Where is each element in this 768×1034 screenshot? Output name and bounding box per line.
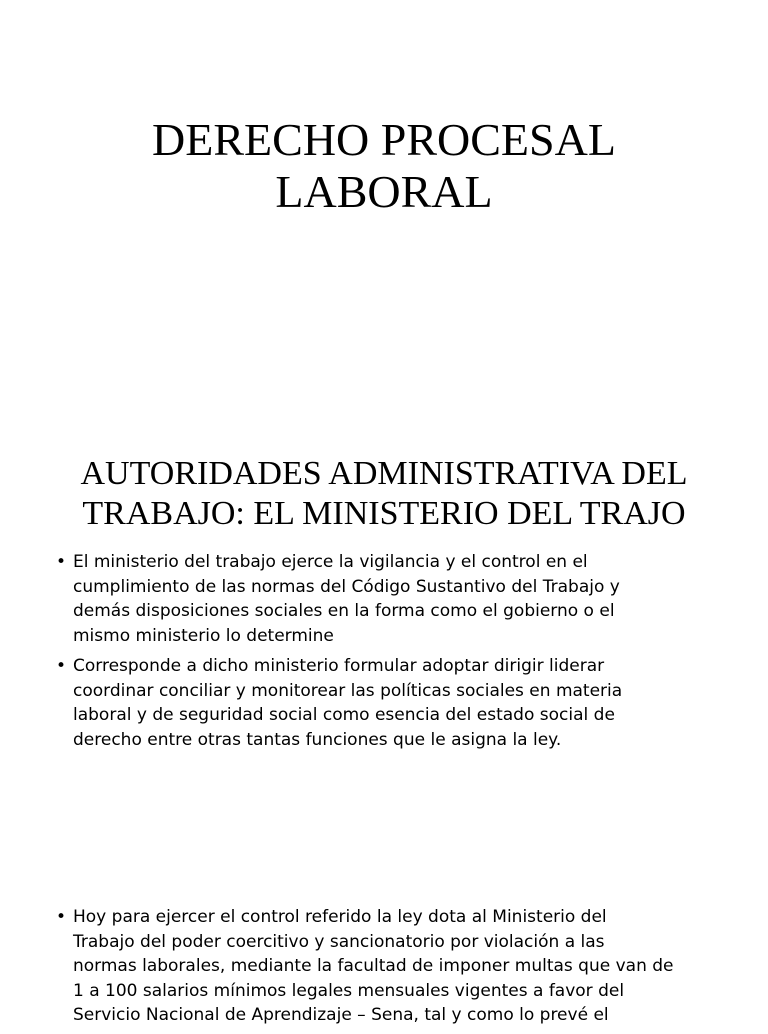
bullet-line: Hoy para ejercer el control referido la ley dota al Ministerio del <box>73 907 607 927</box>
slide-title <box>0 114 768 218</box>
bullet-line: derecho entre otras tantas funciones que le asigna la ley. <box>73 729 562 750</box>
section-title-line: TRABAJO: EL MINISTERIO DEL TRAJO <box>82 495 686 532</box>
bullet-line: mismo ministerio lo determine <box>73 625 334 646</box>
bullet-line: coordinar conciliar y monitorear las políticas sociales en materia <box>73 680 623 701</box>
bullet-item <box>56 550 716 648</box>
bullet-list <box>56 550 716 758</box>
bullet-line: Trabajo del poder coercitivo y sancionatorio por violación a las <box>73 931 605 952</box>
bullet-line: 1 a 100 salarios mínimos legales mensuales vigentes a favor del <box>73 980 625 1001</box>
bullet-line: Corresponde a dicho ministerio formular adoptar dirigir liderar <box>73 656 605 676</box>
bullet-line: Servicio Nacional de Aprendizaje – Sena, tal y como lo prevé el <box>73 1005 609 1025</box>
bullet-line: normas laborales, mediante la facultad de imponer multas que van de <box>73 956 674 976</box>
bullet-dot-icon: • <box>56 656 67 676</box>
section-title <box>0 454 768 534</box>
section-title-line: AUTORIDADES ADMINISTRATIVA DEL <box>80 455 688 492</box>
bullet-line: El ministerio del trabajo ejerce la vigilancia y el control en el <box>73 552 588 572</box>
bullet-item <box>56 654 716 752</box>
bullet-line: cumplimiento de las normas del Código Sustantivo del Trabajo y <box>73 576 620 597</box>
bullet-line: laboral y de seguridad social como esencia del estado social de <box>73 705 615 725</box>
slide-title-line: LABORAL <box>275 166 493 217</box>
bullet-item <box>56 905 716 1028</box>
bullet-dot-icon: • <box>56 552 67 572</box>
bullet-dot-icon: • <box>56 907 67 927</box>
bullet-line: demás disposiciones sociales en la forma como el gobierno o el <box>73 601 615 621</box>
bullet-list <box>56 905 716 1034</box>
slide-title-line: DERECHO PROCESAL <box>152 114 616 165</box>
